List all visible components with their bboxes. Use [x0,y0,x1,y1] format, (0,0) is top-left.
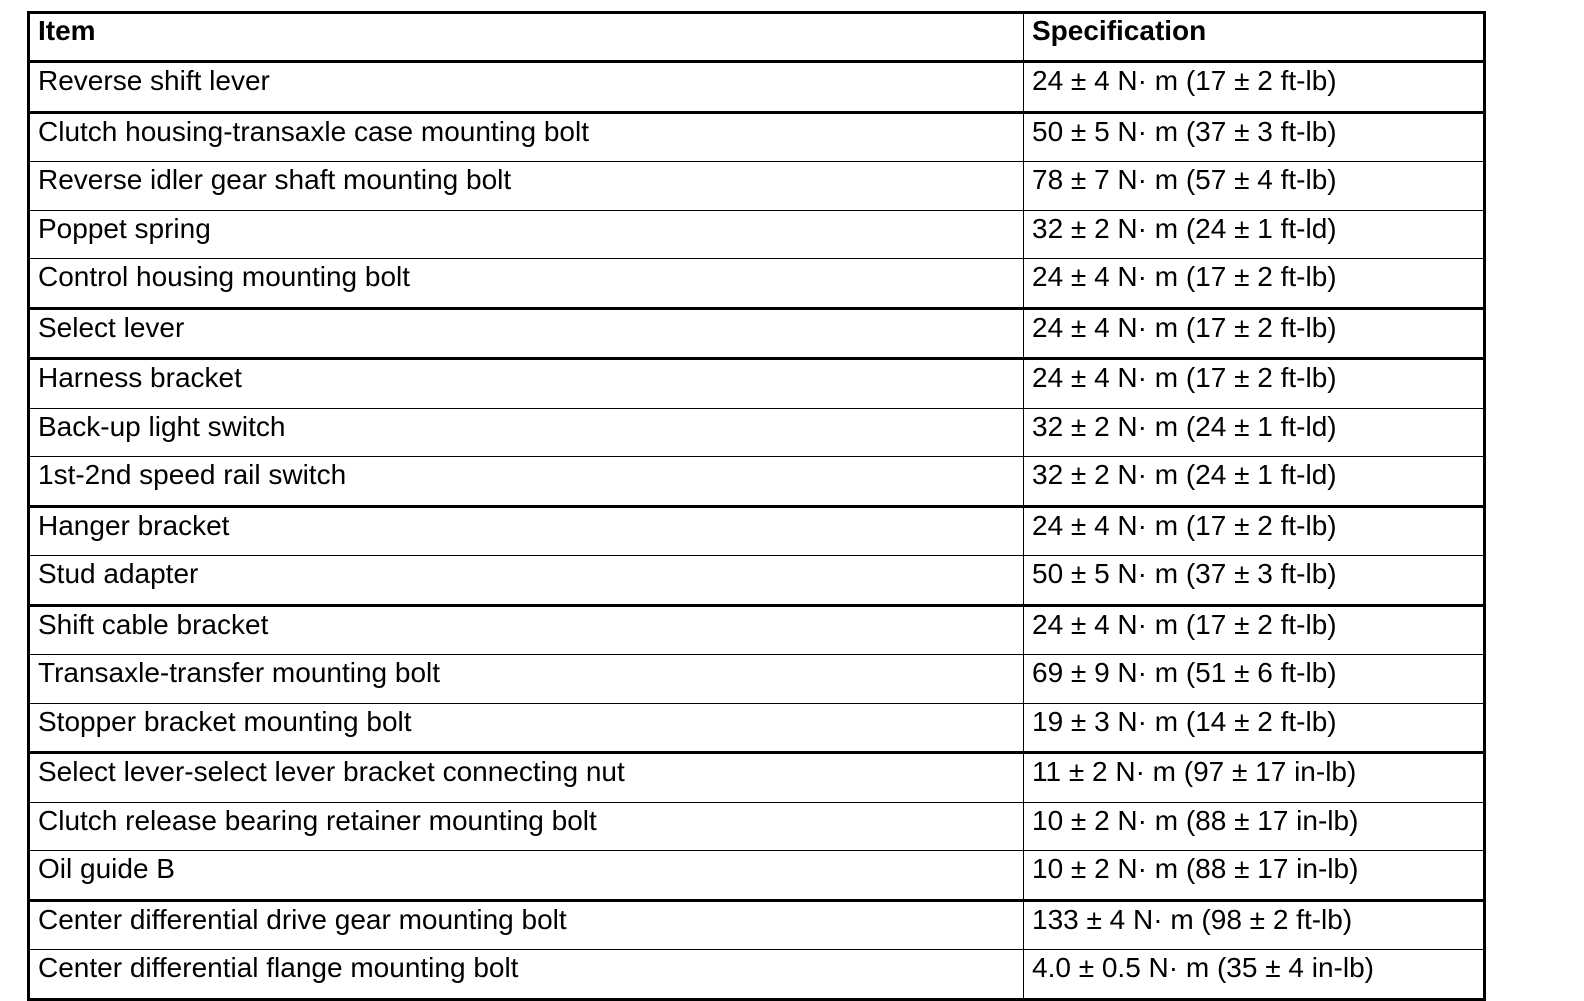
item-cell: Oil guide B [29,851,1024,901]
column-header-item: Item [29,13,1024,62]
table-row [29,408,1485,457]
item-cell: Center differential flange mounting bolt [29,950,1024,1000]
item-cell: Harness bracket [29,359,1024,409]
specification-cell: 69 ± 9 N· m (51 ± 6 ft-lb) [1024,655,1485,704]
item-cell: Hanger bracket [29,506,1024,556]
item-cell: Clutch release bearing retainer mounting bolt [29,802,1024,851]
table-row [29,900,1485,950]
table-row [29,506,1485,556]
item-cell: Stud adapter [29,556,1024,606]
specification-cell: 32 ± 2 N· m (24 ± 1 ft-ld) [1024,408,1485,457]
table-row [29,259,1485,309]
table-row [29,62,1485,113]
table-row [29,210,1485,259]
specification-cell: 78 ± 7 N· m (57 ± 4 ft-lb) [1024,162,1485,211]
item-cell: Shift cable bracket [29,605,1024,655]
specification-cell: 24 ± 4 N· m (17 ± 2 ft-lb) [1024,259,1485,309]
specification-cell: 24 ± 4 N· m (17 ± 2 ft-lb) [1024,308,1485,359]
specification-cell: 19 ± 3 N· m (14 ± 2 ft-lb) [1024,703,1485,753]
item-cell: Control housing mounting bolt [29,259,1024,309]
column-header-specification: Specification [1024,13,1485,62]
specification-cell: 11 ± 2 N· m (97 ± 17 in-lb) [1024,753,1485,803]
specification-cell: 10 ± 2 N· m (88 ± 17 in-lb) [1024,802,1485,851]
item-cell: Reverse idler gear shaft mounting bolt [29,162,1024,211]
specification-cell: 10 ± 2 N· m (88 ± 17 in-lb) [1024,851,1485,901]
table-row [29,802,1485,851]
table-row [29,359,1485,409]
torque-spec-table [27,11,1486,1001]
specification-cell: 24 ± 4 N· m (17 ± 2 ft-lb) [1024,359,1485,409]
table-row [29,162,1485,211]
table-row [29,753,1485,803]
table-row [29,556,1485,606]
item-cell: Center differential drive gear mounting bolt [29,900,1024,950]
table-row [29,605,1485,655]
table-row [29,851,1485,901]
specification-cell: 24 ± 4 N· m (17 ± 2 ft-lb) [1024,62,1485,113]
item-cell: Select lever [29,308,1024,359]
item-cell: Transaxle-transfer mounting bolt [29,655,1024,704]
table-row [29,112,1485,162]
item-cell: Stopper bracket mounting bolt [29,703,1024,753]
specification-cell: 32 ± 2 N· m (24 ± 1 ft-ld) [1024,457,1485,507]
item-cell: Select lever-select lever bracket connecting nut [29,753,1024,803]
specification-cell: 24 ± 4 N· m (17 ± 2 ft-lb) [1024,605,1485,655]
table-row [29,703,1485,753]
specification-cell: 24 ± 4 N· m (17 ± 2 ft-lb) [1024,506,1485,556]
table-row [29,950,1485,1000]
item-cell: Back-up light switch [29,408,1024,457]
table-row [29,457,1485,507]
item-cell: 1st-2nd speed rail switch [29,457,1024,507]
specification-cell: 32 ± 2 N· m (24 ± 1 ft-ld) [1024,210,1485,259]
specification-cell: 133 ± 4 N· m (98 ± 2 ft-lb) [1024,900,1485,950]
specification-cell: 4.0 ± 0.5 N· m (35 ± 4 in-lb) [1024,950,1485,1000]
table-row [29,655,1485,704]
specification-cell: 50 ± 5 N· m (37 ± 3 ft-lb) [1024,112,1485,162]
item-cell: Poppet spring [29,210,1024,259]
table-header-row [29,13,1485,62]
specification-cell: 50 ± 5 N· m (37 ± 3 ft-lb) [1024,556,1485,606]
item-cell: Reverse shift lever [29,62,1024,113]
item-cell: Clutch housing-transaxle case mounting bolt [29,112,1024,162]
table-row [29,308,1485,359]
